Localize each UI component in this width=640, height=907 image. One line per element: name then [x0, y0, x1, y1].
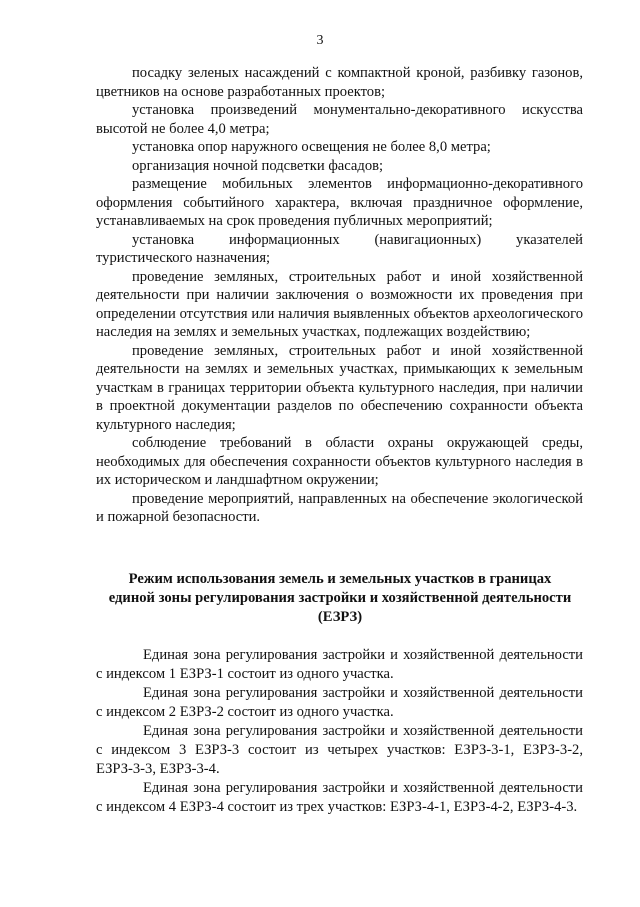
list-item: установка информационных (навигационных) указателей туристического назначения;	[96, 231, 583, 266]
page-number: 3	[316, 33, 324, 48]
section-heading	[106, 570, 574, 627]
permitted-activities-list	[96, 64, 583, 527]
list-item: посадку зеленых насаждений с компактной кроной, разбивку газонов, цветников на основе разработанных проектов;	[96, 65, 583, 100]
list-item: размещение мобильных элементов информационно-декоративного оформления событийного характера, включая праздничное оформление, устанавливаемых на срок проведения публичных мероприятий;	[96, 176, 583, 229]
list-item: установка произведений монументально-декоративного искусства высотой не более 4,0 метра;	[96, 102, 583, 137]
zone-paragraph: Единая зона регулирования застройки и хозяйственной деятельности с индексом 2 ЕЗРЗ-2 состоит из одного участка.	[96, 685, 583, 720]
list-item: проведение мероприятий, направленных на обеспечение экологической и пожарной безопасности.	[96, 490, 583, 525]
zone-description	[96, 646, 583, 817]
list-item: организация ночной подсветки фасадов;	[132, 157, 384, 174]
section-heading-line: единой зоны регулирования застройки и хозяйственной деятельности	[108, 590, 572, 606]
list-item: проведение земляных, строительных работ и иной хозяйственной деятельности при наличии заключения о возможности их проведения при определении отсутствия или наличия выявленных объектов археологического наследия на землях и земельных участках, подлежащих воздействию;	[96, 268, 583, 340]
zone-paragraph: Единая зона регулирования застройки и хозяйственной деятельности с индексом 3 ЕЗРЗ-3 состоит из четырех участков: ЕЗРЗ-3-1, ЕЗРЗ-3-2, ЕЗРЗ-3-3, ЕЗРЗ-3-4.	[96, 723, 583, 777]
section-heading-line: Режим использования земель и земельных участков в границах	[128, 571, 552, 587]
list-item: установка опор наружного освещения не более 8,0 метра;	[132, 139, 491, 155]
section-heading-line: (ЕЗРЗ)	[317, 609, 363, 625]
zone-paragraph: Единая зона регулирования застройки и хозяйственной деятельности с индексом 1 ЕЗРЗ-1 состоит из одного участка.	[96, 647, 583, 682]
zone-paragraph: Единая зона регулирования застройки и хозяйственной деятельности с индексом 4 ЕЗРЗ-4 состоит из трех участков: ЕЗРЗ-4-1, ЕЗРЗ-4-2, ЕЗРЗ-4-3.	[96, 780, 583, 815]
list-item: соблюдение требований в области охраны окружающей среды, необходимых для обеспечения сохранности объектов культурного наследия в их историческом и ландшафтном окружении;	[96, 435, 583, 488]
list-item: проведение земляных, строительных работ и иной хозяйственной деятельности на землях и земельных участках, примыкающих к земельным участкам в границах территории объекта культурного наследия, при наличии в проектной документации разделов по обеспечению сохранности объекта культурного наследия;	[96, 342, 583, 433]
